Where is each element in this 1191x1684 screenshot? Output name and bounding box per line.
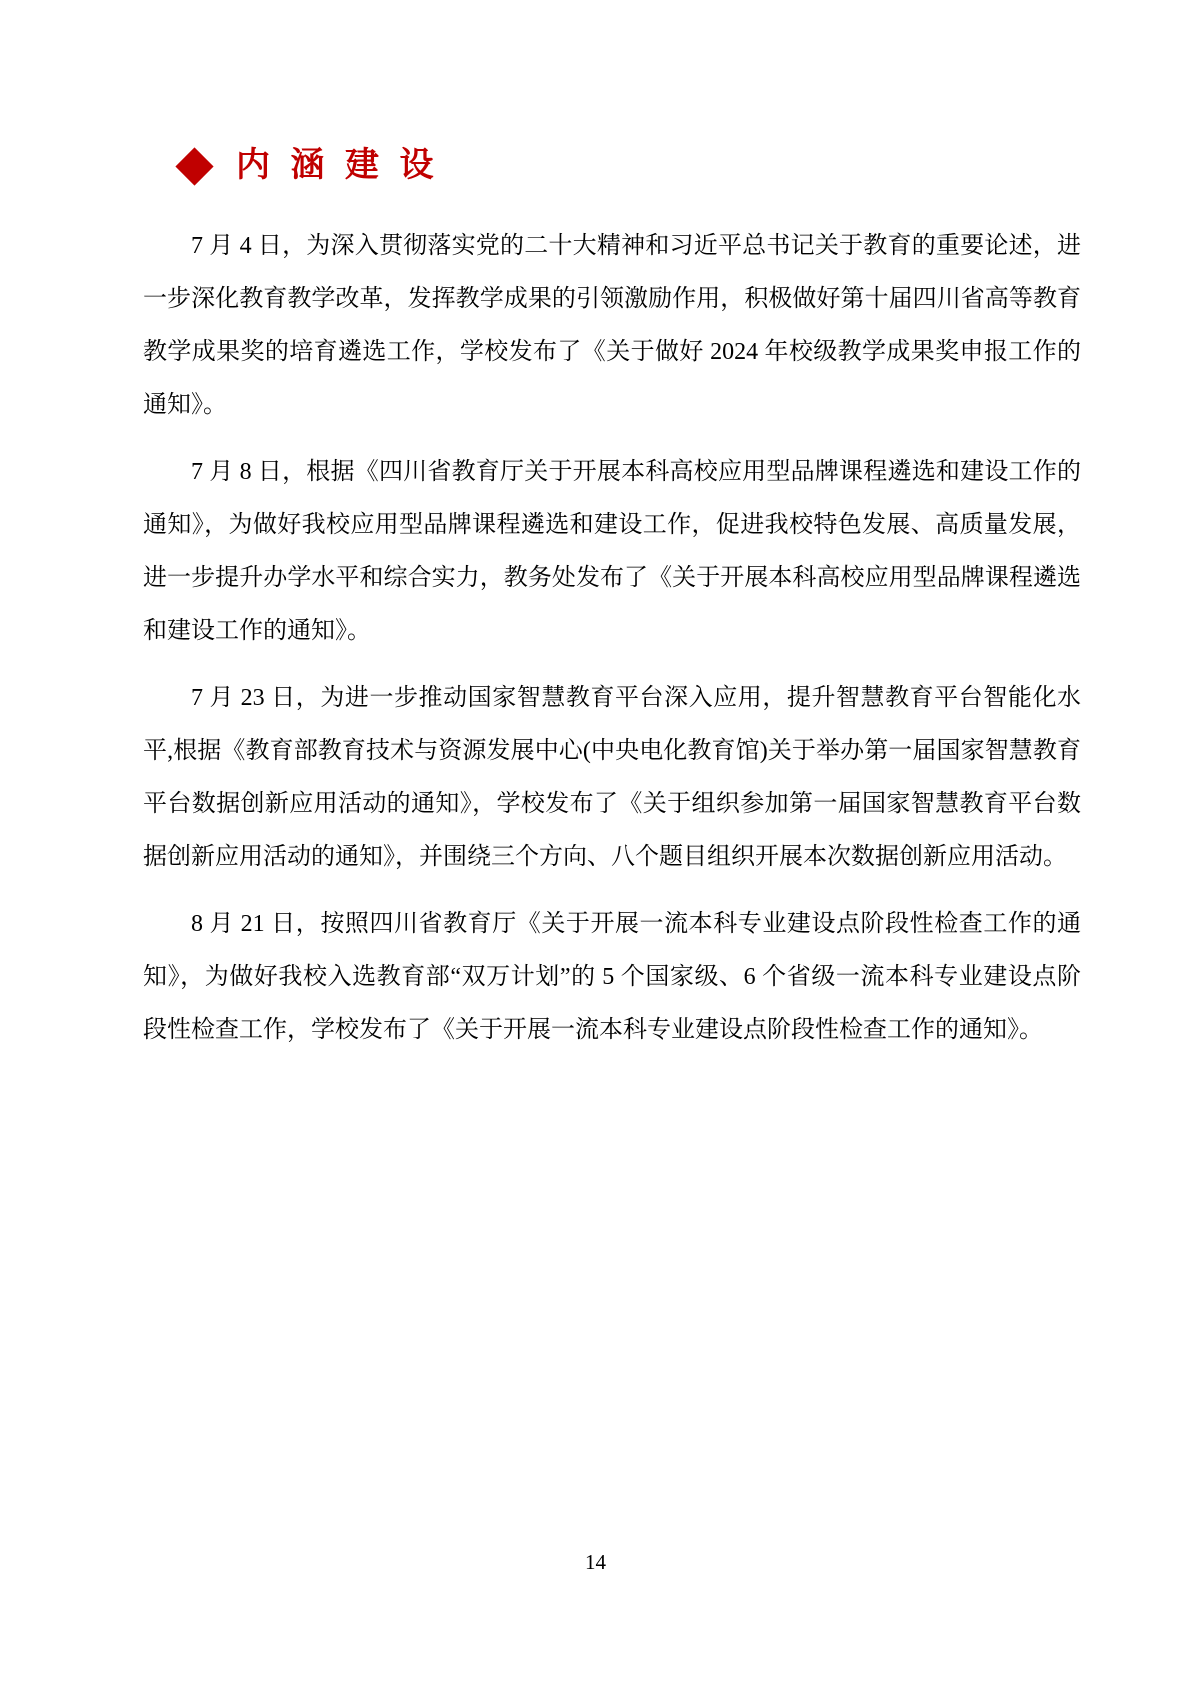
page-content (143, 144, 1081, 1071)
paragraph-2: 7 月 8 日，根据《四川省教育厅关于开展本科高校应用型品牌课程遴选和建设工作的通知》，为做好我校应用型品牌课程遴选和建设工作，促进我校特色发展、高质量发展，进一步提升办学水平和综合实力，教务处发布了《关于开展本科高校应用型品牌课程遴选和建设工作的通知》。 (143, 459, 1081, 644)
section-heading (181, 144, 1081, 188)
paragraph-1: 7 月 4 日，为深入贯彻落实党的二十大精神和习近平总书记关于教育的重要论述，进一步深化教育教学改革，发挥教学成果的引领激励作用，积极做好第十届四川省高等教育教学成果奖的培育遴选工作，学校发布了《关于做好 2024 年校级教学成果奖申报工作的通知》。 (143, 233, 1081, 418)
paragraph-4: 8 月 21 日，按照四川省教育厅《关于开展一流本科专业建设点阶段性检查工作的通知》，为做好我校入选教育部“双万计划”的 5 个国家级、6 个省级一流本科专业建设点阶段性检查工作，学校发布了《关于开展一流本科专业建设点阶段性检查工作的通知》。 (143, 911, 1081, 1043)
section-title: 内 涵 建 设 (236, 147, 440, 184)
diamond-bullet-icon (175, 147, 213, 185)
paragraph-3: 7 月 23 日，为进一步推动国家智慧教育平台深入应用，提升智慧教育平台智能化水平,根据《教育部教育技术与资源发展中心(中央电化教育馆)关于举办第一届国家智慧教育平台数据创新应用活动的通知》，学校发布了《关于组织参加第一届国家智慧教育平台数据创新应用活动的通知》，并围绕三个方向、八个题目组织开展本次数据创新应用活动。 (143, 685, 1081, 870)
page-number: 14 (585, 1550, 606, 1574)
